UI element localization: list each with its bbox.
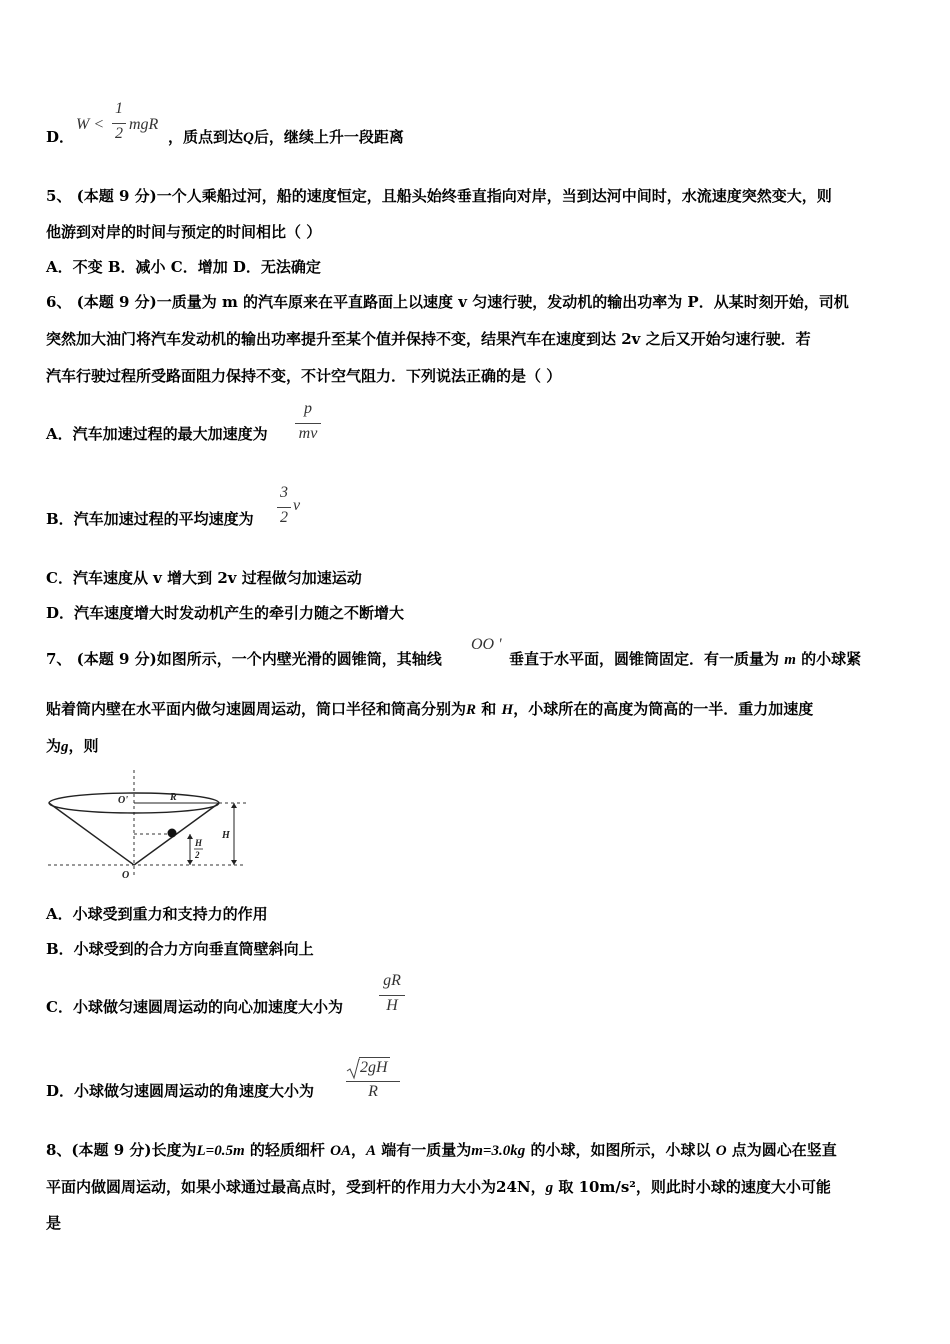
fig-label-h: H bbox=[222, 830, 230, 841]
ball-icon bbox=[168, 829, 177, 838]
q4-optd-math-lhs: W < bbox=[76, 116, 105, 133]
q7-optd-fraction: 2gH R bbox=[346, 1056, 400, 1106]
cone-diagram bbox=[46, 768, 251, 883]
q7-option-d: D．小球做匀速圆周运动的角速度大小为 bbox=[46, 1082, 315, 1100]
q5-stem-line1: 5、 (本题 9 分)一个人乘船过河，船的速度恒定，且船头始终垂直指向对岸，当到达河中间时，水流速度突然变大，则 bbox=[46, 187, 832, 205]
q6-stem-line1: 6、 (本题 9 分)一质量为 m 的汽车原来在平直路面上以速度 v 匀速行驶，发动机的输出功率为 P．从某时刻开始，司机 bbox=[46, 293, 849, 311]
q7-optc-fraction: gR H bbox=[379, 972, 405, 1020]
q6-optb-fraction: 3 2 bbox=[277, 484, 291, 532]
q6-option-c: C．汽车速度从 v 增大到 2v 过程做匀加速运动 bbox=[46, 569, 362, 587]
q7-stem-line1-b: 垂直于水平面，圆锥筒固定．有一质量为 m 的小球紧 bbox=[509, 650, 862, 668]
q6-optb-var: v bbox=[293, 497, 301, 514]
q4-optd-fraction: 1 2 bbox=[112, 100, 126, 148]
q6-option-b: B．汽车加速过程的平均速度为 bbox=[46, 510, 254, 528]
q7-stem-line3: 为g，则 bbox=[46, 737, 99, 755]
q7-stem-line1-a: 7、 (本题 9 分)如图所示，一个内壁光滑的圆锥筒，其轴线 bbox=[46, 650, 442, 668]
q4-optd-math-rhs: mgR bbox=[129, 116, 159, 133]
q7-stem-line2: 贴着筒内壁在水平面内做匀速圆周运动，筒口半径和筒高分别为R 和 H，小球所在的高度为筒高的一半．重力加速度 bbox=[46, 700, 814, 718]
fig-label-r: R bbox=[170, 792, 177, 803]
q6-opta-fraction: p mv bbox=[295, 400, 321, 448]
q7-option-a: A．小球受到重力和支持力的作用 bbox=[46, 905, 268, 923]
fig-label-o-top: O' bbox=[118, 795, 128, 806]
q6-stem-line2: 突然加大油门将汽车发动机的输出功率提升至某个值并保持不变，结果汽车在速度到达 2v 之后又开始匀速行驶．若 bbox=[46, 330, 811, 348]
q5-options: A．不变 B．减小 C．增加 D．无法确定 bbox=[46, 258, 321, 276]
fig-label-o-bottom: O bbox=[122, 870, 130, 881]
fig-label-h2-num: H bbox=[195, 838, 203, 848]
fig-label-h2-den: 2 bbox=[195, 850, 200, 860]
q5-stem-line2: 他游到对岸的时间与预定的时间相比（ ） bbox=[46, 223, 322, 241]
q8-stem-line2: 平面内做圆周运动，如果小球通过最高点时，受到杆的作用力大小为24N，g 取 10m/s²，则此时小球的速度大小可能 bbox=[46, 1178, 831, 1196]
q6-stem-line3: 汽车行驶过程所受路面阻力保持不变，不计空气阻力．下列说法正确的是（ ） bbox=[46, 367, 562, 385]
q6-option-d: D．汽车速度增大时发动机产生的牵引力随之不断增大 bbox=[46, 604, 405, 622]
q4-optd-text: ，质点到达Q后，继续上升一段距离 bbox=[168, 128, 404, 146]
q8-stem-line3: 是 bbox=[46, 1214, 62, 1232]
q4-option-d: D． bbox=[46, 128, 75, 146]
q6-option-a: A．汽车加速过程的最大加速度为 bbox=[46, 425, 268, 443]
q8-stem-line1: 8、(本题 9 分)长度为L=0.5m 的轻质细杆 OA，A 端有一质量为m=3.0kg 的小球，如图所示，小球以 O 点为圆心在竖直 bbox=[46, 1141, 837, 1159]
q7-option-c: C．小球做匀速圆周运动的向心加速度大小为 bbox=[46, 998, 343, 1016]
q7-option-b: B．小球受到的合力方向垂直筒壁斜向上 bbox=[46, 940, 314, 958]
q7-axis-label: OO ' bbox=[471, 636, 502, 653]
